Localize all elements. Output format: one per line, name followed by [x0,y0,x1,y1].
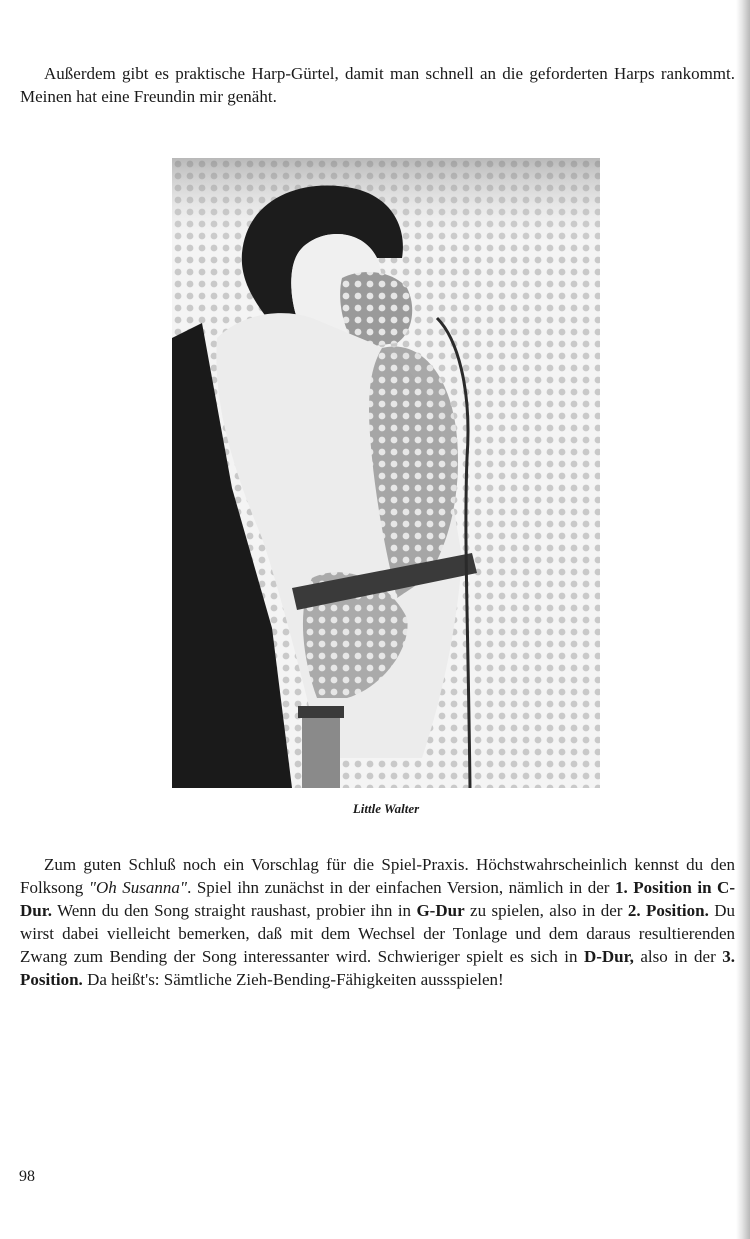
emphasis-position-3: 3. Position. [20,947,735,989]
text-run: also in der [633,947,723,966]
text-run: . Spiel ihn zunächst in der einfachen Version, nämlich in der [187,878,615,897]
song-title: "Oh Susanna" [88,878,188,897]
text-run: Zum guten Schluß noch ein Vorschlag für die Spiel-Praxis. Höchstwahrscheinlich kennst du den Folksong [20,855,735,897]
emphasis-g-dur: G-Dur [416,901,465,920]
figure-caption: Little Walter [352,801,420,816]
paragraph-practice-suggestion [20,853,735,991]
photo-little-walter [172,158,600,788]
emphasis-d-dur: D-Dur, [583,947,634,966]
page-edge-shadow [736,0,750,1239]
emphasis-position-1: 1. Position in C-Dur. [20,878,735,920]
text-run: zu spielen, also in der [464,901,628,920]
text-run: Da heißt's: Sämtliche Zieh-Bending-Fähigkeiten aussspielen! [82,970,504,989]
page-number: 98 [19,1168,35,1185]
photo-illustration [172,158,600,788]
text-run: Du wirst dabei vielleicht bemerken, daß mit dem Wechsel der Tonlage und dem daraus resultierenden Zwang zum Bending der Song interessanter wird. Schwieriger spielt es sich in [20,901,736,966]
paragraph-harp-belt: Außerdem gibt es praktische Harp-Gürtel, damit man schnell an die geforderten Harps rankommt. Meinen hat eine Freundin mir genäht. [20,64,735,106]
emphasis-position-2: 2. Position. [627,901,709,920]
text-run: Wenn du den Song straight raushast, probier ihn in [51,901,417,920]
